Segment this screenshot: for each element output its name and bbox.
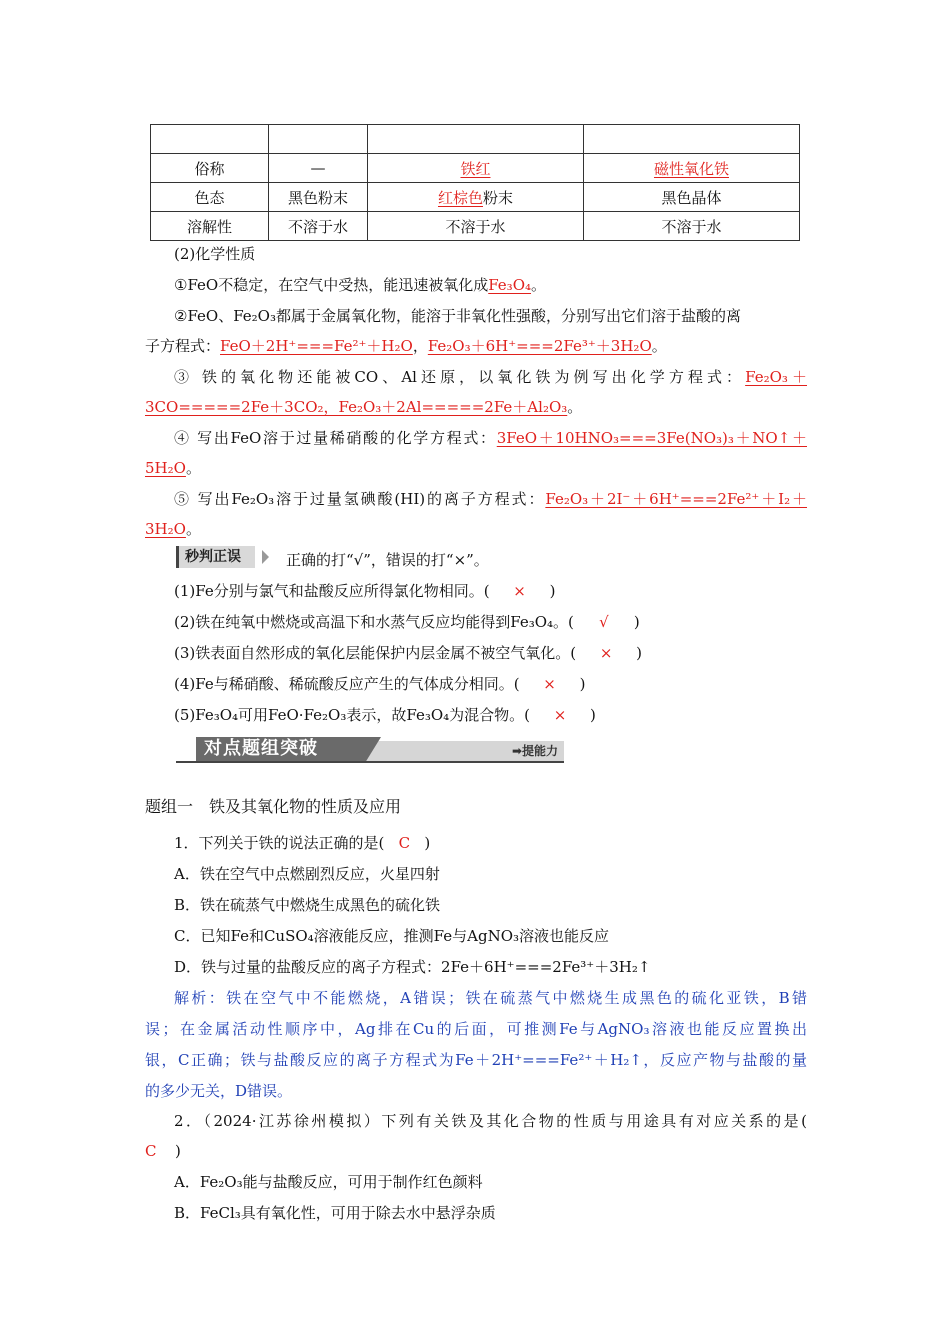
judge-item bbox=[174, 704, 807, 726]
text: ③ 铁的氧化物还能被CO、Al还原，以氧化铁为例写出化学方程式： bbox=[174, 368, 746, 386]
badge-arrow-icon bbox=[262, 550, 269, 564]
table-cell bbox=[368, 183, 584, 212]
option: A．Fe₂O₃能与盐酸反应，可用于制作红色颜料 bbox=[174, 1173, 483, 1191]
answer: 3H₂O bbox=[145, 520, 186, 538]
answer: 3CO=====2Fe＋3CO₂，Fe₂O₃＋2Al=====2Fe＋Al₂O₃ bbox=[145, 398, 568, 416]
judge-mark: × bbox=[543, 675, 556, 693]
table-cell: 俗称 bbox=[151, 154, 269, 183]
text: 1．下列关于铁的说法正确的是( bbox=[174, 834, 385, 852]
section-heading: (2)化学性质 bbox=[174, 245, 256, 263]
answer: Fe₃O₄ bbox=[488, 276, 532, 294]
table-cell: 色态 bbox=[151, 183, 269, 212]
question-stem bbox=[174, 832, 807, 854]
text: ) bbox=[424, 834, 431, 852]
answer: 5H₂O bbox=[145, 459, 186, 477]
answer: 3FeO＋10HNO₃===3Fe(NO₃)₃＋NO↑＋ bbox=[496, 429, 807, 447]
table-cell: 黑色晶体 bbox=[584, 183, 800, 212]
option: A．铁在空气中点燃剧烈反应，火星四射 bbox=[174, 865, 440, 883]
question-stem: 2．（2024·江苏徐州模拟）下列有关铁及其化合物的性质与用途具有对应关系的是( bbox=[174, 1112, 807, 1130]
text: ) bbox=[579, 675, 586, 693]
judge-mark: × bbox=[599, 644, 613, 662]
table-cell: 不溶于水 bbox=[584, 212, 800, 241]
properties-table bbox=[150, 124, 800, 241]
table-cell: 不溶于水 bbox=[368, 212, 584, 241]
section-banner bbox=[176, 735, 564, 765]
text: ) bbox=[549, 582, 556, 600]
judge-item bbox=[174, 642, 807, 664]
option: B．铁在硫蒸气中燃烧生成黑色的硫化铁 bbox=[174, 896, 441, 914]
table-cell-answer: 铁红 bbox=[368, 154, 584, 183]
text: ) bbox=[636, 644, 642, 662]
table-row bbox=[151, 212, 800, 241]
table-cell: 不溶于水 bbox=[269, 212, 368, 241]
option: C．已知Fe和CuSO₄溶液能反应，推测Fe与AgNO₃溶液也能反应 bbox=[174, 927, 610, 945]
paragraph bbox=[145, 518, 807, 540]
text: 子方程式： bbox=[145, 337, 221, 355]
text: ， bbox=[412, 337, 428, 355]
text: ①FeO不稳定，在空气中受热，能迅速被氧化成 bbox=[174, 276, 489, 294]
table-cell bbox=[584, 125, 800, 154]
paragraph bbox=[145, 457, 807, 479]
paragraph bbox=[174, 488, 807, 510]
table-cell: 溶解性 bbox=[151, 212, 269, 241]
analysis-line: 银，C正确；铁与盐酸反应的离子方程式为Fe＋2H⁺===Fe²⁺＋H₂↑，反应产物与盐酸的量 bbox=[145, 1051, 807, 1069]
answer: Fe₂O₃＋2I⁻＋6H⁺===2Fe²⁺＋I₂＋ bbox=[545, 490, 807, 508]
judge-mark: × bbox=[513, 582, 526, 600]
paragraph: ②FeO、Fe₂O₃都属于金属氧化物，能溶于非氧化性强酸，分别写出它们溶于盐酸的离 bbox=[174, 307, 742, 325]
table-cell bbox=[368, 125, 584, 154]
judge-intro: 正确的打“√”，错误的打“×”。 bbox=[286, 551, 489, 569]
text: ) bbox=[590, 706, 596, 724]
text: 。 bbox=[651, 337, 667, 355]
judge-item bbox=[174, 673, 807, 695]
text: 。 bbox=[567, 398, 583, 416]
table-cell: 黑色粉末 bbox=[269, 183, 368, 212]
section-tag: ➡提能力 bbox=[511, 744, 558, 758]
table-cell bbox=[269, 125, 368, 154]
answer: Fe₂O₃＋6H⁺===2Fe³⁺＋3H₂O bbox=[427, 337, 652, 355]
group-title: 题组一 铁及其氧化物的性质及应用 bbox=[145, 797, 402, 816]
text: 。 bbox=[531, 276, 547, 294]
judge-badge: 秒判正误 bbox=[176, 546, 255, 568]
option: B．FeCl₃具有氧化性，可用于除去水中悬浮杂质 bbox=[174, 1204, 496, 1222]
text: 。 bbox=[185, 459, 201, 477]
table-cell bbox=[151, 125, 269, 154]
text: ⑤ 写出Fe₂O₃溶于过量氢碘酸(HI)的离子方程式： bbox=[174, 490, 546, 508]
text: (4)Fe与稀硝酸、稀硫酸反应产生的气体成分相同。( bbox=[174, 675, 520, 693]
question-stem bbox=[145, 1140, 807, 1162]
table-row bbox=[151, 154, 800, 183]
answer: Fe₂O₃＋ bbox=[745, 368, 807, 386]
answer: FeO＋2H⁺===Fe²⁺＋H₂O bbox=[220, 337, 413, 355]
text: (5)Fe₃O₄可用FeO·Fe₂O₃表示，故Fe₃O₄为混合物。( bbox=[174, 706, 530, 724]
judge-item bbox=[174, 611, 807, 633]
analysis-line: 误；在金属活动性顺序中，Ag排在Cu的后面，可推测Fe与AgNO₃溶液也能反应置换出 bbox=[145, 1020, 807, 1038]
table-row bbox=[151, 125, 800, 154]
text: (2)铁在纯氧中燃烧或高温下和水蒸气反应均能得到Fe₃O₄。( bbox=[174, 613, 574, 631]
text: 。 bbox=[185, 520, 201, 538]
paragraph bbox=[174, 274, 807, 296]
table-cell-answer: 磁性氧化铁 bbox=[584, 154, 800, 183]
text: (1)Fe分别与氯气和盐酸反应所得氯化物相同。( bbox=[174, 582, 490, 600]
section-title: 对点题组突破 bbox=[204, 738, 318, 759]
table-cell-answer: 红棕色 bbox=[437, 188, 483, 207]
judge-item bbox=[174, 580, 807, 602]
text: (3)铁表面自然形成的氧化层能保护内层金属不被空气氧化。( bbox=[174, 644, 577, 662]
table-row bbox=[151, 183, 800, 212]
analysis-line: 解析：铁在空气中不能燃烧，A错误；铁在硫蒸气中燃烧生成黑色的硫化亚铁，B错 bbox=[174, 989, 807, 1007]
paragraph bbox=[145, 335, 807, 357]
banner-rule bbox=[176, 761, 564, 763]
judge-mark: × bbox=[553, 706, 567, 724]
table-cell-text: 粉末 bbox=[483, 188, 514, 207]
text: ④ 写出FeO溶于过量稀硝酸的化学方程式： bbox=[174, 429, 497, 447]
answer: C bbox=[145, 1142, 157, 1160]
text: ) bbox=[175, 1142, 181, 1160]
paragraph bbox=[174, 366, 807, 388]
table-cell: — bbox=[269, 154, 368, 183]
paragraph bbox=[174, 427, 807, 449]
paragraph bbox=[145, 396, 807, 418]
analysis-line: 的多少无关，D错误。 bbox=[145, 1082, 293, 1100]
answer: C bbox=[398, 834, 411, 852]
option: D．铁与过量的盐酸反应的离子方程式：2Fe＋6H⁺===2Fe³⁺＋3H₂↑ bbox=[174, 958, 651, 976]
text: ) bbox=[633, 613, 640, 631]
judge-mark: √ bbox=[599, 613, 609, 631]
